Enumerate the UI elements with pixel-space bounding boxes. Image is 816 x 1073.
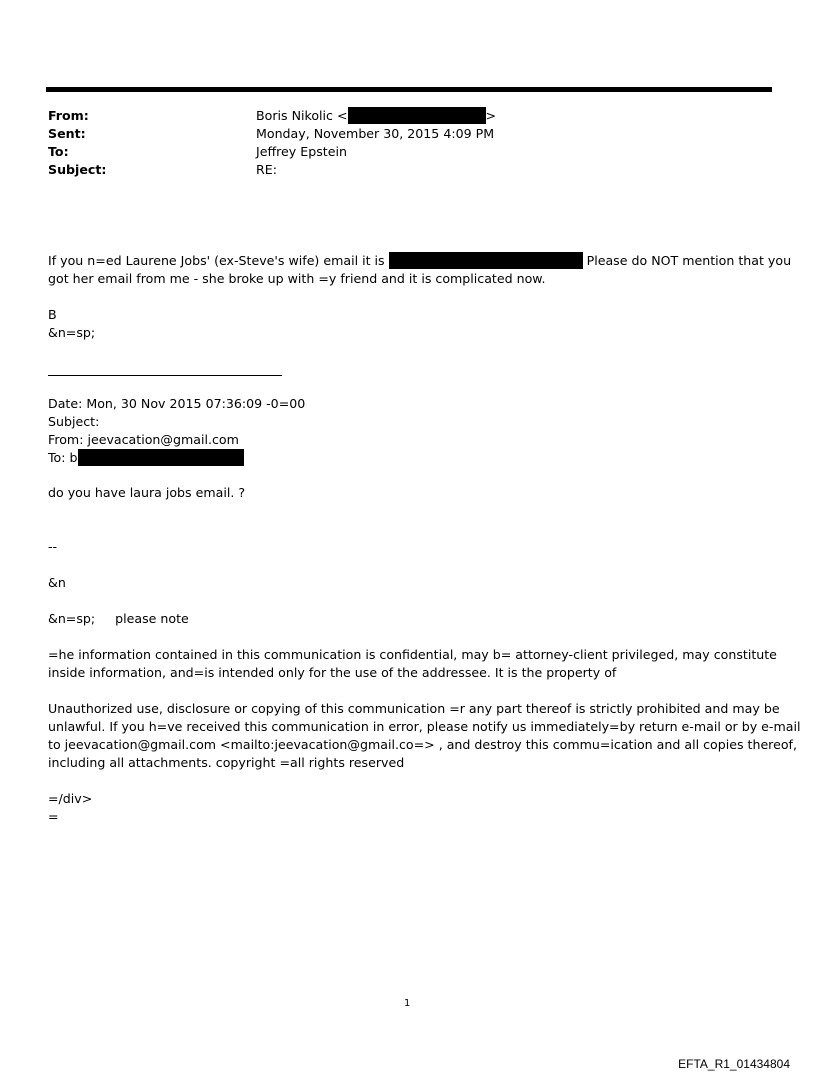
disclaimer-line: to jeevacation@gmail.com <mailto:jeevacation@gmail.co=> , and destroy this commu=ication and all copies thereof,	[48, 737, 797, 752]
equals: =	[48, 809, 59, 824]
quoted-note	[48, 610, 768, 628]
entity-fragment: &n	[48, 575, 66, 590]
quoted-message-text: do you have laura jobs email. ?	[48, 485, 246, 500]
sent-value: Monday, November 30, 2015 4:09 PM	[256, 126, 495, 141]
quoted-to	[48, 449, 768, 467]
body-line	[48, 252, 792, 270]
disclaimer-paragraph-1	[48, 646, 777, 682]
dashes: --	[48, 539, 58, 554]
quoted-message	[48, 484, 768, 502]
quote-separator	[48, 375, 282, 376]
signature: B	[48, 307, 57, 322]
quoted-subject: Subject:	[48, 414, 100, 429]
body-text-end: Please do NOT mention that you	[586, 253, 792, 268]
bates-number: EFTA_R1_01434804	[678, 1057, 790, 1071]
please-note: please note	[115, 611, 189, 626]
from-suffix: >	[485, 108, 497, 123]
body-text-start: If you n=ed Laurene Jobs' (ex-Steve's wife) email it is	[48, 253, 385, 268]
from-label: From:	[48, 108, 89, 123]
sent-label: Sent:	[48, 126, 86, 141]
page-number: 1	[404, 998, 411, 1009]
disclaimer-line: inside information, and=is intended only for the use of the addressee. It is the property of	[48, 665, 617, 680]
to-value: Jeffrey Epstein	[256, 144, 347, 159]
redaction-box	[78, 449, 244, 466]
header-rule	[46, 87, 772, 92]
from-value	[256, 107, 496, 125]
redaction-box	[348, 107, 486, 124]
body-line: got her email from me - she broke up with =y friend and it is complicated now.	[48, 271, 546, 286]
quoted-date: Date: Mon, 30 Nov 2015 07:36:09 -0=00	[48, 396, 306, 411]
quoted-from: From: jeevacation@gmail.com	[48, 432, 239, 447]
to-label: To:	[48, 144, 69, 159]
redaction-box	[389, 252, 583, 269]
subject-value: RE:	[256, 162, 277, 177]
quoted-to-prefix: To: b	[48, 450, 78, 465]
trailing-markup	[48, 790, 768, 826]
body-line: &n=sp;	[48, 325, 96, 340]
subject-label: Subject:	[48, 162, 107, 177]
disclaimer-line: Unauthorized use, disclosure or copying of this communication =r any part thereof is strictly prohibited and may be	[48, 701, 780, 716]
quoted-dashes	[48, 538, 768, 556]
disclaimer-line: unlawful. If you h=ve received this communication in error, please notify us immediately=by return e-mail or by e-mail	[48, 719, 801, 734]
from-name: Boris Nikolic <	[256, 108, 348, 123]
disclaimer-line: including all attachments. copyright =all rights reserved	[48, 755, 405, 770]
quoted-n	[48, 574, 768, 592]
div-close: =/div>	[48, 791, 93, 806]
entity-fragment: &n=sp;	[48, 611, 96, 626]
disclaimer-paragraph-2	[48, 700, 801, 772]
message-body	[48, 252, 792, 342]
disclaimer-line: =he information contained in this communication is confidential, may b= attorney-client privileged, may constitute	[48, 647, 777, 662]
quoted-header	[48, 395, 768, 467]
